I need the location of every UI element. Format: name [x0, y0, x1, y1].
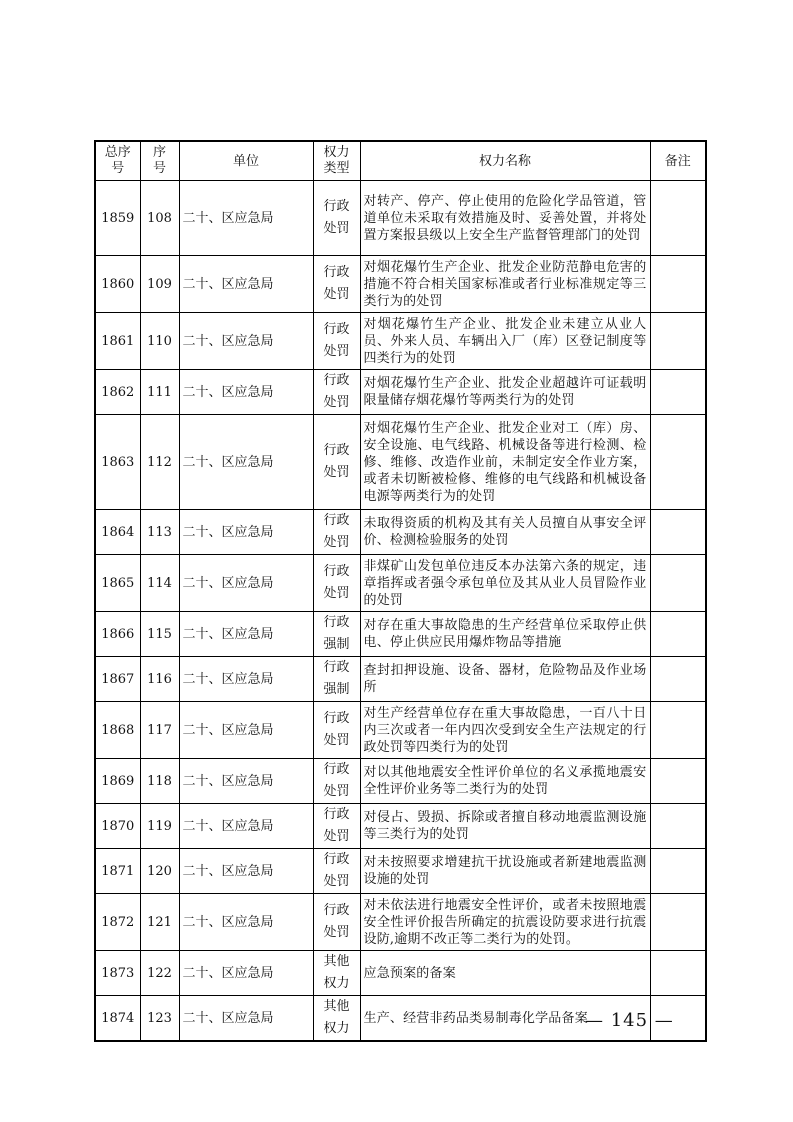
cell-power-name: 对转产、停产、停止使用的危险化学品管道，管道单位未采取有效措施及时、妥善处置，并将处置方案报县级以上安全生产监督管理部门的处罚: [360, 181, 650, 256]
cell-remark: [650, 256, 706, 313]
cell-type: 其他权力: [313, 996, 360, 1042]
cell-type: 行政强制: [313, 657, 360, 702]
table-row: [95, 759, 706, 804]
cell-unit: 二十、区应急局: [179, 657, 313, 702]
cell-power-name: 对侵占、毁损、拆除或者擅自移动地震监测设施等三类行为的处罚: [360, 804, 650, 849]
cell-type: 行政处罚: [313, 415, 360, 510]
cell-seq: 113: [140, 510, 179, 555]
cell-remark: [650, 313, 706, 370]
cell-total-no: 1872: [95, 894, 140, 951]
header-total-no: 总序号: [95, 141, 140, 181]
cell-power-name: 对烟花爆竹生产企业、批发企业未建立从业人员、外来人员、车辆出入厂（库）区登记制度等四类行为的处罚: [360, 313, 650, 370]
table-row: [95, 510, 706, 555]
table-row: [95, 612, 706, 657]
cell-remark: [650, 849, 706, 894]
table-row: [95, 657, 706, 702]
cell-power-name: 对未按照要求增建抗干扰设施或者新建地震监测设施的处罚: [360, 849, 650, 894]
cell-power-name: 对烟花爆竹生产企业、批发企业超越许可证载明限量储存烟花爆竹等两类行为的处罚: [360, 370, 650, 415]
cell-seq: 108: [140, 181, 179, 256]
cell-seq: 112: [140, 415, 179, 510]
cell-remark: [650, 702, 706, 759]
cell-seq: 118: [140, 759, 179, 804]
cell-unit: 二十、区应急局: [179, 849, 313, 894]
cell-type: 行政处罚: [313, 804, 360, 849]
cell-unit: 二十、区应急局: [179, 510, 313, 555]
cell-type: 行政强制: [313, 612, 360, 657]
cell-type: 行政处罚: [313, 256, 360, 313]
cell-seq: 123: [140, 996, 179, 1042]
cell-total-no: 1867: [95, 657, 140, 702]
cell-total-no: 1868: [95, 702, 140, 759]
table-row: [95, 256, 706, 313]
cell-total-no: 1871: [95, 849, 140, 894]
cell-remark: [650, 415, 706, 510]
cell-seq: 109: [140, 256, 179, 313]
table-row: [95, 555, 706, 612]
cell-total-no: 1862: [95, 370, 140, 415]
cell-power-name: 对以其他地震安全性评价单位的名义承揽地震安全性评价业务等二类行为的处罚: [360, 759, 650, 804]
cell-unit: 二十、区应急局: [179, 370, 313, 415]
header-remark: 备注: [650, 141, 706, 181]
cell-unit: 二十、区应急局: [179, 415, 313, 510]
cell-type: 行政处罚: [313, 313, 360, 370]
cell-power-name: 未取得资质的机构及其有关人员擅自从事安全评价、检测检验服务的处罚: [360, 510, 650, 555]
cell-remark: [650, 804, 706, 849]
cell-total-no: 1870: [95, 804, 140, 849]
cell-seq: 115: [140, 612, 179, 657]
cell-power-name: 对烟花爆竹生产企业、批发企业防范静电危害的措施不符合相关国家标准或者行业标准规定等三类行为的处罚: [360, 256, 650, 313]
cell-unit: 二十、区应急局: [179, 759, 313, 804]
cell-type: 行政处罚: [313, 702, 360, 759]
cell-seq: 121: [140, 894, 179, 951]
table-row: [95, 415, 706, 510]
cell-seq: 122: [140, 951, 179, 996]
cell-total-no: 1869: [95, 759, 140, 804]
table-row: [95, 849, 706, 894]
cell-unit: 二十、区应急局: [179, 894, 313, 951]
cell-unit: 二十、区应急局: [179, 256, 313, 313]
header-type: 权力类型: [313, 141, 360, 181]
cell-total-no: 1863: [95, 415, 140, 510]
cell-total-no: 1860: [95, 256, 140, 313]
page-number: — 145 —: [585, 1010, 674, 1031]
cell-remark: [650, 894, 706, 951]
cell-power-name: 生产、经营非药品类易制毒化学品备案: [360, 996, 650, 1042]
cell-power-name: 查封扣押设施、设备、器材，危险物品及作业场所: [360, 657, 650, 702]
table-row: [95, 313, 706, 370]
table-row: [95, 181, 706, 256]
cell-remark: [650, 510, 706, 555]
cell-remark: [650, 657, 706, 702]
cell-power-name: 对生产经营单位存在重大事故隐患，一百八十日内三次或者一年内四次受到安全生产法规定的行政处罚等四类行为的处罚: [360, 702, 650, 759]
cell-total-no: 1866: [95, 612, 140, 657]
cell-total-no: 1861: [95, 313, 140, 370]
table-row: [95, 894, 706, 951]
cell-type: 行政处罚: [313, 181, 360, 256]
power-list-table: [94, 140, 707, 1042]
cell-seq: 117: [140, 702, 179, 759]
cell-seq: 116: [140, 657, 179, 702]
cell-seq: 119: [140, 804, 179, 849]
cell-unit: 二十、区应急局: [179, 996, 313, 1042]
cell-remark: [650, 759, 706, 804]
cell-type: 其他权力: [313, 951, 360, 996]
cell-unit: 二十、区应急局: [179, 804, 313, 849]
cell-type: 行政处罚: [313, 510, 360, 555]
cell-remark: [650, 612, 706, 657]
cell-remark: [650, 555, 706, 612]
cell-total-no: 1873: [95, 951, 140, 996]
header-unit: 单位: [179, 141, 313, 181]
cell-type: 行政处罚: [313, 894, 360, 951]
cell-power-name: 应急预案的备案: [360, 951, 650, 996]
header-seq: 序号: [140, 141, 179, 181]
cell-remark: [650, 181, 706, 256]
cell-type: 行政处罚: [313, 849, 360, 894]
cell-total-no: 1874: [95, 996, 140, 1042]
cell-remark: [650, 951, 706, 996]
table-header-row: [95, 141, 706, 181]
cell-unit: 二十、区应急局: [179, 612, 313, 657]
cell-unit: 二十、区应急局: [179, 555, 313, 612]
cell-power-name: 对存在重大事故隐患的生产经营单位采取停止供电、停止供应民用爆炸物品等措施: [360, 612, 650, 657]
cell-power-name: 对烟花爆竹生产企业、批发企业对工（库）房、安全设施、电气线路、机械设备等进行检测、检修、维修、改造作业前，未制定安全作业方案，或者未切断被检修、维修的电气线路和机械设备电源等两类行为的处罚: [360, 415, 650, 510]
cell-type: 行政处罚: [313, 370, 360, 415]
cell-unit: 二十、区应急局: [179, 181, 313, 256]
cell-seq: 120: [140, 849, 179, 894]
table-row: [95, 951, 706, 996]
cell-seq: 111: [140, 370, 179, 415]
cell-seq: 110: [140, 313, 179, 370]
table-row: [95, 370, 706, 415]
cell-seq: 114: [140, 555, 179, 612]
cell-total-no: 1859: [95, 181, 140, 256]
table-row: [95, 804, 706, 849]
header-name: 权力名称: [360, 141, 650, 181]
cell-total-no: 1864: [95, 510, 140, 555]
cell-unit: 二十、区应急局: [179, 951, 313, 996]
cell-power-name: 非煤矿山发包单位违反本办法第六条的规定，违章指挥或者强令承包单位及其从业人员冒险作业的处罚: [360, 555, 650, 612]
cell-unit: 二十、区应急局: [179, 313, 313, 370]
cell-remark: [650, 370, 706, 415]
cell-type: 行政处罚: [313, 759, 360, 804]
cell-type: 行政处罚: [313, 555, 360, 612]
cell-total-no: 1865: [95, 555, 140, 612]
cell-power-name: 对未依法进行地震安全性评价，或者未按照地震安全性评价报告所确定的抗震设防要求进行抗震设防,逾期不改正等二类行为的处罚。: [360, 894, 650, 951]
cell-unit: 二十、区应急局: [179, 702, 313, 759]
table-row: [95, 702, 706, 759]
